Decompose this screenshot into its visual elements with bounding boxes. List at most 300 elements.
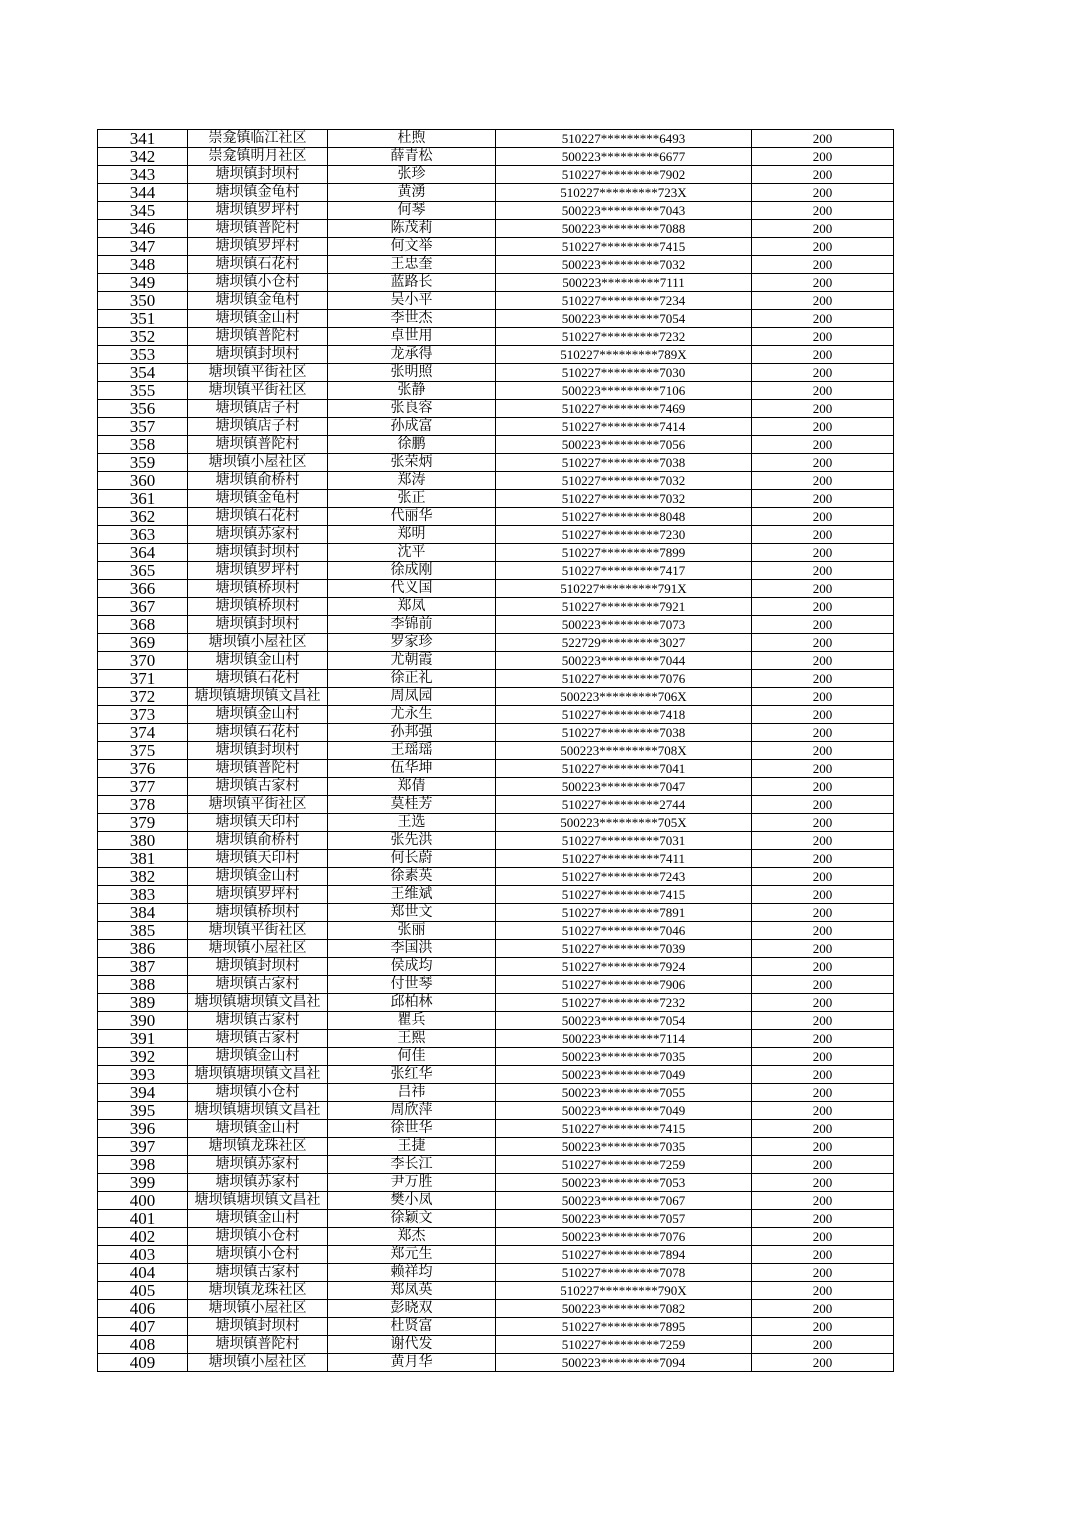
name-cell: 郑凤英 xyxy=(328,1282,496,1300)
id-number-cell: 500223*********7067 xyxy=(496,1192,752,1210)
name-cell: 赖祥均 xyxy=(328,1264,496,1282)
address-cell: 塘坝镇小屋社区 xyxy=(188,1354,328,1372)
table-row xyxy=(98,1246,894,1264)
row-number: 381 xyxy=(98,850,188,868)
table-row xyxy=(98,472,894,490)
amount-cell: 200 xyxy=(752,1138,894,1156)
row-number: 368 xyxy=(98,616,188,634)
address-cell: 塘坝镇普陀村 xyxy=(188,1336,328,1354)
row-number: 375 xyxy=(98,742,188,760)
table-row xyxy=(98,1048,894,1066)
name-cell: 黄月华 xyxy=(328,1354,496,1372)
table-row xyxy=(98,526,894,544)
row-number: 355 xyxy=(98,382,188,400)
address-cell: 塘坝镇塘坝镇文昌社 xyxy=(188,1192,328,1210)
amount-cell: 200 xyxy=(752,130,894,148)
name-cell: 蓝路长 xyxy=(328,274,496,292)
table-row xyxy=(98,940,894,958)
id-number-cell: 500223*********7054 xyxy=(496,1012,752,1030)
amount-cell: 200 xyxy=(752,1354,894,1372)
address-cell: 塘坝镇封坝村 xyxy=(188,1318,328,1336)
amount-cell: 200 xyxy=(752,1246,894,1264)
amount-cell: 200 xyxy=(752,328,894,346)
id-number-cell: 500223*********7047 xyxy=(496,778,752,796)
table-row xyxy=(98,1192,894,1210)
name-cell: 孙成富 xyxy=(328,418,496,436)
amount-cell: 200 xyxy=(752,742,894,760)
name-cell: 郑元生 xyxy=(328,1246,496,1264)
address-cell: 塘坝镇平街社区 xyxy=(188,796,328,814)
table-row xyxy=(98,508,894,526)
amount-cell: 200 xyxy=(752,310,894,328)
address-cell: 塘坝镇封坝村 xyxy=(188,544,328,562)
amount-cell: 200 xyxy=(752,670,894,688)
id-number-cell: 500223*********7082 xyxy=(496,1300,752,1318)
amount-cell: 200 xyxy=(752,454,894,472)
id-number-cell: 510227*********7259 xyxy=(496,1336,752,1354)
address-cell: 塘坝镇天印村 xyxy=(188,850,328,868)
row-number: 397 xyxy=(98,1138,188,1156)
amount-cell: 200 xyxy=(752,634,894,652)
name-cell: 郑杰 xyxy=(328,1228,496,1246)
name-cell: 郑世文 xyxy=(328,904,496,922)
address-cell: 塘坝镇龙珠社区 xyxy=(188,1282,328,1300)
roster-table-body xyxy=(98,130,894,1372)
id-number-cell: 510227*********7906 xyxy=(496,976,752,994)
address-cell: 塘坝镇俞桥村 xyxy=(188,472,328,490)
row-number: 347 xyxy=(98,238,188,256)
amount-cell: 200 xyxy=(752,364,894,382)
name-cell: 徐正礼 xyxy=(328,670,496,688)
name-cell: 王捷 xyxy=(328,1138,496,1156)
name-cell: 罗家珍 xyxy=(328,634,496,652)
table-row xyxy=(98,904,894,922)
id-number-cell: 500223*********7035 xyxy=(496,1138,752,1156)
address-cell: 塘坝镇小屋社区 xyxy=(188,454,328,472)
amount-cell: 200 xyxy=(752,778,894,796)
address-cell: 塘坝镇普陀村 xyxy=(188,436,328,454)
name-cell: 王熙 xyxy=(328,1030,496,1048)
name-cell: 付世琴 xyxy=(328,976,496,994)
amount-cell: 200 xyxy=(752,220,894,238)
row-number: 378 xyxy=(98,796,188,814)
amount-cell: 200 xyxy=(752,796,894,814)
id-number-cell: 510227*********7232 xyxy=(496,994,752,1012)
table-row xyxy=(98,814,894,832)
amount-cell: 200 xyxy=(752,1048,894,1066)
table-row xyxy=(98,760,894,778)
id-number-cell: 500223*********7111 xyxy=(496,274,752,292)
name-cell: 吕祎 xyxy=(328,1084,496,1102)
row-number: 367 xyxy=(98,598,188,616)
amount-cell: 200 xyxy=(752,1318,894,1336)
table-row xyxy=(98,724,894,742)
table-row xyxy=(98,148,894,166)
id-number-cell: 510227*********7032 xyxy=(496,472,752,490)
row-number: 387 xyxy=(98,958,188,976)
table-row xyxy=(98,220,894,238)
amount-cell: 200 xyxy=(752,184,894,202)
address-cell: 塘坝镇罗坪村 xyxy=(188,562,328,580)
table-row xyxy=(98,634,894,652)
id-number-cell: 510227*********7921 xyxy=(496,598,752,616)
roster-table xyxy=(97,129,894,1372)
table-row xyxy=(98,670,894,688)
amount-cell: 200 xyxy=(752,1228,894,1246)
address-cell: 塘坝镇金山村 xyxy=(188,706,328,724)
address-cell: 塘坝镇金山村 xyxy=(188,310,328,328)
amount-cell: 200 xyxy=(752,868,894,886)
id-number-cell: 510227*********7041 xyxy=(496,760,752,778)
address-cell: 塘坝镇桥坝村 xyxy=(188,580,328,598)
row-number: 379 xyxy=(98,814,188,832)
table-row xyxy=(98,1228,894,1246)
address-cell: 塘坝镇封坝村 xyxy=(188,346,328,364)
id-number-cell: 510227*********7899 xyxy=(496,544,752,562)
id-number-cell: 500223*********7073 xyxy=(496,616,752,634)
table-row xyxy=(98,1336,894,1354)
table-row xyxy=(98,454,894,472)
table-row xyxy=(98,184,894,202)
id-number-cell: 510227*********7414 xyxy=(496,418,752,436)
address-cell: 塘坝镇小仓村 xyxy=(188,1246,328,1264)
address-cell: 塘坝镇石花村 xyxy=(188,724,328,742)
amount-cell: 200 xyxy=(752,1336,894,1354)
table-row xyxy=(98,1282,894,1300)
name-cell: 张明照 xyxy=(328,364,496,382)
name-cell: 王忠奎 xyxy=(328,256,496,274)
address-cell: 塘坝镇塘坝镇文昌社 xyxy=(188,688,328,706)
id-number-cell: 510227*********7418 xyxy=(496,706,752,724)
amount-cell: 200 xyxy=(752,940,894,958)
address-cell: 塘坝镇古家村 xyxy=(188,778,328,796)
row-number: 346 xyxy=(98,220,188,238)
row-number: 393 xyxy=(98,1066,188,1084)
id-number-cell: 510227*********789X xyxy=(496,346,752,364)
row-number: 394 xyxy=(98,1084,188,1102)
row-number: 396 xyxy=(98,1120,188,1138)
id-number-cell: 510227*********7924 xyxy=(496,958,752,976)
address-cell: 塘坝镇小屋社区 xyxy=(188,940,328,958)
address-cell: 塘坝镇普陀村 xyxy=(188,220,328,238)
amount-cell: 200 xyxy=(752,994,894,1012)
table-row xyxy=(98,1138,894,1156)
row-number: 386 xyxy=(98,940,188,958)
table-row xyxy=(98,580,894,598)
address-cell: 塘坝镇塘坝镇文昌社 xyxy=(188,994,328,1012)
name-cell: 张荣炳 xyxy=(328,454,496,472)
address-cell: 塘坝镇古家村 xyxy=(188,976,328,994)
row-number: 406 xyxy=(98,1300,188,1318)
row-number: 356 xyxy=(98,400,188,418)
amount-cell: 200 xyxy=(752,1264,894,1282)
address-cell: 塘坝镇古家村 xyxy=(188,1012,328,1030)
name-cell: 王选 xyxy=(328,814,496,832)
amount-cell: 200 xyxy=(752,1192,894,1210)
table-row xyxy=(98,994,894,1012)
table-row xyxy=(98,436,894,454)
name-cell: 徐世华 xyxy=(328,1120,496,1138)
id-number-cell: 510227*********7078 xyxy=(496,1264,752,1282)
table-row xyxy=(98,868,894,886)
id-number-cell: 500223*********7035 xyxy=(496,1048,752,1066)
row-number: 372 xyxy=(98,688,188,706)
row-number: 385 xyxy=(98,922,188,940)
row-number: 389 xyxy=(98,994,188,1012)
address-cell: 塘坝镇金山村 xyxy=(188,1120,328,1138)
row-number: 362 xyxy=(98,508,188,526)
name-cell: 徐颖文 xyxy=(328,1210,496,1228)
id-number-cell: 510227*********8048 xyxy=(496,508,752,526)
table-row xyxy=(98,1084,894,1102)
table-row xyxy=(98,778,894,796)
amount-cell: 200 xyxy=(752,580,894,598)
name-cell: 李国洪 xyxy=(328,940,496,958)
row-number: 363 xyxy=(98,526,188,544)
name-cell: 吴小平 xyxy=(328,292,496,310)
address-cell: 塘坝镇普陀村 xyxy=(188,328,328,346)
amount-cell: 200 xyxy=(752,1210,894,1228)
amount-cell: 200 xyxy=(752,724,894,742)
id-number-cell: 510227*********2744 xyxy=(496,796,752,814)
name-cell: 周欣萍 xyxy=(328,1102,496,1120)
row-number: 395 xyxy=(98,1102,188,1120)
row-number: 390 xyxy=(98,1012,188,1030)
amount-cell: 200 xyxy=(752,148,894,166)
id-number-cell: 500223*********7094 xyxy=(496,1354,752,1372)
address-cell: 塘坝镇店子村 xyxy=(188,400,328,418)
id-number-cell: 500223*********7088 xyxy=(496,220,752,238)
id-number-cell: 500223*********7054 xyxy=(496,310,752,328)
table-row xyxy=(98,238,894,256)
amount-cell: 200 xyxy=(752,1300,894,1318)
name-cell: 王瑶瑶 xyxy=(328,742,496,760)
row-number: 343 xyxy=(98,166,188,184)
row-number: 351 xyxy=(98,310,188,328)
name-cell: 尹万胜 xyxy=(328,1174,496,1192)
amount-cell: 200 xyxy=(752,850,894,868)
table-row xyxy=(98,886,894,904)
amount-cell: 200 xyxy=(752,256,894,274)
name-cell: 郑凤 xyxy=(328,598,496,616)
address-cell: 塘坝镇店子村 xyxy=(188,418,328,436)
row-number: 400 xyxy=(98,1192,188,1210)
address-cell: 塘坝镇俞桥村 xyxy=(188,832,328,850)
table-row xyxy=(98,346,894,364)
id-number-cell: 500223*********7053 xyxy=(496,1174,752,1192)
table-row xyxy=(98,706,894,724)
amount-cell: 200 xyxy=(752,904,894,922)
amount-cell: 200 xyxy=(752,1066,894,1084)
table-row xyxy=(98,976,894,994)
name-cell: 沈平 xyxy=(328,544,496,562)
amount-cell: 200 xyxy=(752,832,894,850)
address-cell: 塘坝镇塘坝镇文昌社 xyxy=(188,1066,328,1084)
amount-cell: 200 xyxy=(752,760,894,778)
id-number-cell: 500223*********706X xyxy=(496,688,752,706)
name-cell: 郑倩 xyxy=(328,778,496,796)
amount-cell: 200 xyxy=(752,544,894,562)
name-cell: 杜贤富 xyxy=(328,1318,496,1336)
table-row xyxy=(98,1066,894,1084)
name-cell: 邱柏林 xyxy=(328,994,496,1012)
id-number-cell: 510227*********7259 xyxy=(496,1156,752,1174)
amount-cell: 200 xyxy=(752,1156,894,1174)
id-number-cell: 500223*********7032 xyxy=(496,256,752,274)
address-cell: 塘坝镇古家村 xyxy=(188,1030,328,1048)
id-number-cell: 510227*********7415 xyxy=(496,238,752,256)
id-number-cell: 510227*********7891 xyxy=(496,904,752,922)
amount-cell: 200 xyxy=(752,1174,894,1192)
row-number: 377 xyxy=(98,778,188,796)
table-row xyxy=(98,202,894,220)
amount-cell: 200 xyxy=(752,1084,894,1102)
table-row xyxy=(98,850,894,868)
name-cell: 何琴 xyxy=(328,202,496,220)
address-cell: 塘坝镇平街社区 xyxy=(188,364,328,382)
id-number-cell: 510227*********7415 xyxy=(496,1120,752,1138)
table-row xyxy=(98,922,894,940)
address-cell: 塘坝镇金山村 xyxy=(188,1210,328,1228)
row-number: 392 xyxy=(98,1048,188,1066)
name-cell: 樊小凤 xyxy=(328,1192,496,1210)
row-number: 357 xyxy=(98,418,188,436)
id-number-cell: 510227*********791X xyxy=(496,580,752,598)
table-row xyxy=(98,1156,894,1174)
name-cell: 莫桂芳 xyxy=(328,796,496,814)
row-number: 373 xyxy=(98,706,188,724)
name-cell: 孙邦强 xyxy=(328,724,496,742)
amount-cell: 200 xyxy=(752,958,894,976)
id-number-cell: 510227*********723X xyxy=(496,184,752,202)
name-cell: 侯成均 xyxy=(328,958,496,976)
table-row xyxy=(98,1012,894,1030)
address-cell: 塘坝镇金山村 xyxy=(188,652,328,670)
amount-cell: 200 xyxy=(752,274,894,292)
table-row xyxy=(98,382,894,400)
amount-cell: 200 xyxy=(752,436,894,454)
amount-cell: 200 xyxy=(752,166,894,184)
row-number: 371 xyxy=(98,670,188,688)
name-cell: 谢代发 xyxy=(328,1336,496,1354)
name-cell: 周凤园 xyxy=(328,688,496,706)
row-number: 360 xyxy=(98,472,188,490)
id-number-cell: 500223*********7043 xyxy=(496,202,752,220)
name-cell: 何长蔚 xyxy=(328,850,496,868)
table-row xyxy=(98,1264,894,1282)
address-cell: 塘坝镇金龟村 xyxy=(188,490,328,508)
address-cell: 塘坝镇平街社区 xyxy=(188,382,328,400)
amount-cell: 200 xyxy=(752,418,894,436)
table-row xyxy=(98,832,894,850)
name-cell: 张良容 xyxy=(328,400,496,418)
name-cell: 尤永生 xyxy=(328,706,496,724)
name-cell: 伍华坤 xyxy=(328,760,496,778)
row-number: 391 xyxy=(98,1030,188,1048)
address-cell: 塘坝镇普陀村 xyxy=(188,760,328,778)
row-number: 344 xyxy=(98,184,188,202)
row-number: 365 xyxy=(98,562,188,580)
id-number-cell: 500223*********7056 xyxy=(496,436,752,454)
amount-cell: 200 xyxy=(752,922,894,940)
row-number: 403 xyxy=(98,1246,188,1264)
table-row xyxy=(98,1318,894,1336)
id-number-cell: 500223*********7049 xyxy=(496,1102,752,1120)
address-cell: 塘坝镇罗坪村 xyxy=(188,202,328,220)
table-row xyxy=(98,1300,894,1318)
row-number: 407 xyxy=(98,1318,188,1336)
row-number: 383 xyxy=(98,886,188,904)
name-cell: 李世杰 xyxy=(328,310,496,328)
name-cell: 杜煦 xyxy=(328,130,496,148)
row-number: 376 xyxy=(98,760,188,778)
table-row xyxy=(98,256,894,274)
id-number-cell: 500223*********705X xyxy=(496,814,752,832)
amount-cell: 200 xyxy=(752,814,894,832)
id-number-cell: 510227*********7030 xyxy=(496,364,752,382)
amount-cell: 200 xyxy=(752,472,894,490)
address-cell: 塘坝镇平街社区 xyxy=(188,922,328,940)
id-number-cell: 510227*********7038 xyxy=(496,724,752,742)
name-cell: 张正 xyxy=(328,490,496,508)
name-cell: 陈茂莉 xyxy=(328,220,496,238)
address-cell: 塘坝镇金龟村 xyxy=(188,292,328,310)
address-cell: 塘坝镇金山村 xyxy=(188,1048,328,1066)
row-number: 380 xyxy=(98,832,188,850)
id-number-cell: 500223*********7049 xyxy=(496,1066,752,1084)
table-row xyxy=(98,364,894,382)
row-number: 374 xyxy=(98,724,188,742)
table-row xyxy=(98,418,894,436)
id-number-cell: 510227*********7469 xyxy=(496,400,752,418)
id-number-cell: 510227*********7894 xyxy=(496,1246,752,1264)
table-row xyxy=(98,1210,894,1228)
name-cell: 张珍 xyxy=(328,166,496,184)
amount-cell: 200 xyxy=(752,526,894,544)
table-row xyxy=(98,1174,894,1192)
address-cell: 塘坝镇石花村 xyxy=(188,508,328,526)
amount-cell: 200 xyxy=(752,1030,894,1048)
amount-cell: 200 xyxy=(752,202,894,220)
id-number-cell: 510227*********7243 xyxy=(496,868,752,886)
address-cell: 塘坝镇小屋社区 xyxy=(188,634,328,652)
name-cell: 李锦前 xyxy=(328,616,496,634)
address-cell: 塘坝镇封坝村 xyxy=(188,166,328,184)
row-number: 345 xyxy=(98,202,188,220)
name-cell: 薛青松 xyxy=(328,148,496,166)
id-number-cell: 500223*********7114 xyxy=(496,1030,752,1048)
address-cell: 塘坝镇石花村 xyxy=(188,670,328,688)
amount-cell: 200 xyxy=(752,976,894,994)
address-cell: 塘坝镇小仓村 xyxy=(188,1228,328,1246)
id-number-cell: 510227*********7417 xyxy=(496,562,752,580)
amount-cell: 200 xyxy=(752,1012,894,1030)
name-cell: 瞿兵 xyxy=(328,1012,496,1030)
address-cell: 塘坝镇金山村 xyxy=(188,868,328,886)
id-number-cell: 510227*********7230 xyxy=(496,526,752,544)
row-number: 408 xyxy=(98,1336,188,1354)
address-cell: 塘坝镇封坝村 xyxy=(188,742,328,760)
id-number-cell: 510227*********7076 xyxy=(496,670,752,688)
name-cell: 彭晓双 xyxy=(328,1300,496,1318)
table-row xyxy=(98,1120,894,1138)
id-number-cell: 500223*********7055 xyxy=(496,1084,752,1102)
amount-cell: 200 xyxy=(752,238,894,256)
table-row xyxy=(98,310,894,328)
name-cell: 张静 xyxy=(328,382,496,400)
table-row xyxy=(98,328,894,346)
amount-cell: 200 xyxy=(752,688,894,706)
